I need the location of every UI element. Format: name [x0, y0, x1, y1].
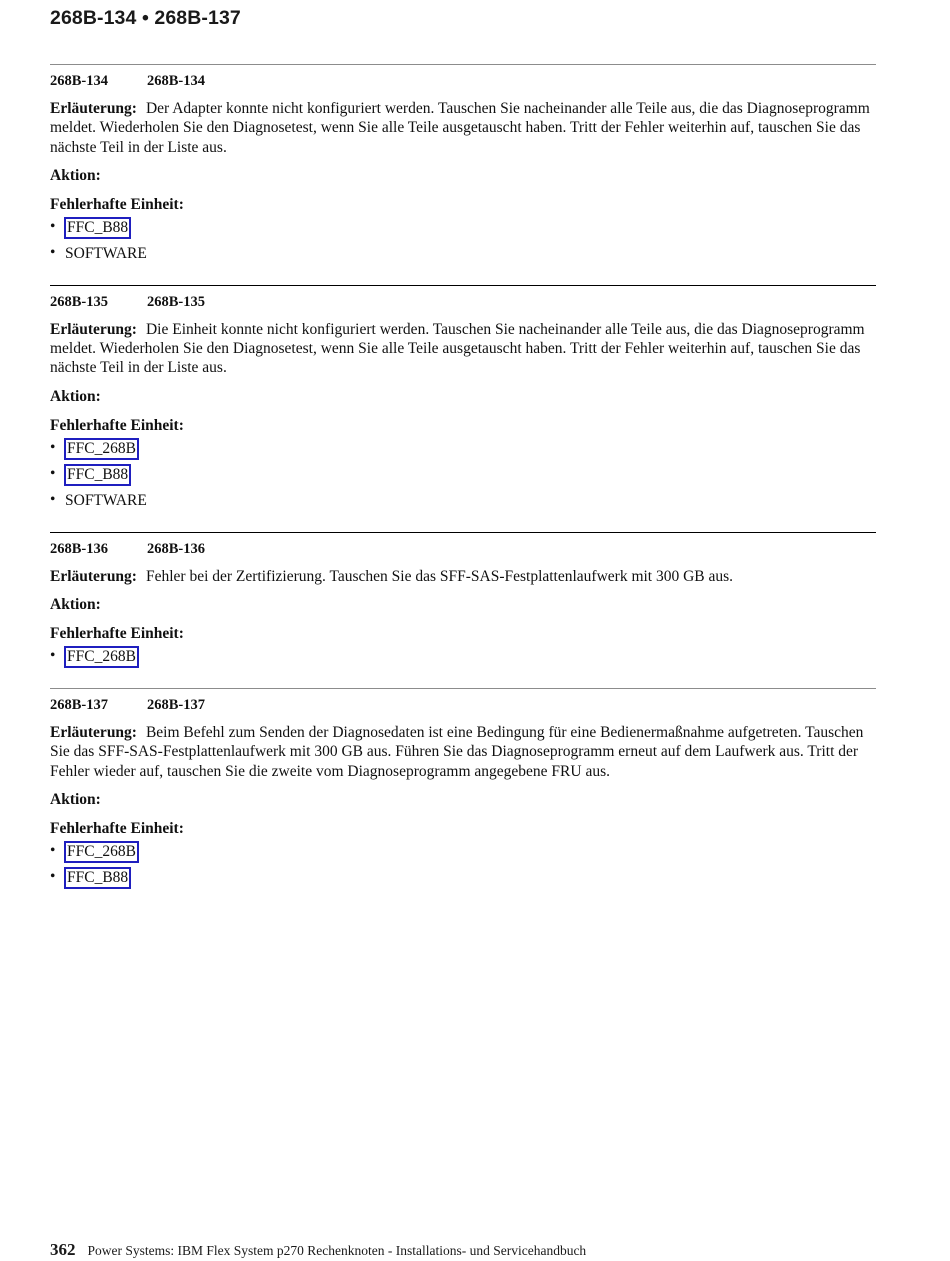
failing-unit-list: [50, 841, 876, 889]
list-item: [50, 867, 876, 889]
error-entry-268b-134: [50, 64, 876, 285]
page-number: 362: [50, 1240, 76, 1259]
explanation-label: Erläuterung:: [50, 320, 137, 338]
failing-unit-label: Fehlerhafte Einheit:: [50, 625, 184, 643]
error-entry-268b-137: [50, 688, 876, 909]
list-item: [50, 217, 876, 239]
error-code: 268B-137: [50, 697, 108, 714]
error-code-repeat: 268B-136: [147, 540, 205, 557]
failing-unit-list: [50, 646, 876, 668]
bullet: •: [50, 243, 56, 261]
failing-unit-label: Fehlerhafte Einheit:: [50, 195, 184, 213]
fru-link-ffc-b88[interactable]: FFC_B88: [64, 464, 131, 486]
bullet: •: [50, 464, 56, 482]
list-item: [50, 646, 876, 668]
explanation-text: Beim Befehl zum Senden der Diagnosedaten ist eine Bedingung für eine Bedienermaßnahme aufgetreten. Tauschen Sie das SFF-SAS-Festplattenlaufwerk mit 300 GB aus. Führen Sie das Diagnoseprogramm erneut auf dem Laufwerk aus. Tritt der Fehler wieder auf, tauschen Sie die zweite vom Diagnoseprogramm angegebene FRU aus.: [50, 724, 864, 780]
error-code-repeat: 268B-135: [147, 293, 205, 310]
fru-link-ffc-b88[interactable]: FFC_B88: [64, 217, 131, 239]
list-item: [50, 490, 876, 512]
error-code-repeat: 268B-134: [147, 73, 205, 89]
failing-unit-list: [50, 438, 876, 512]
part-software: SOFTWARE: [65, 244, 147, 262]
bullet: •: [50, 841, 56, 859]
code-row: [50, 540, 876, 558]
failing-unit-list: [50, 217, 876, 265]
code-row: [50, 72, 876, 90]
bullet: •: [50, 647, 56, 665]
explanation-text: Die Einheit konnte nicht konfiguriert werden. Tauschen Sie nacheinander alle Teile aus, die das Diagnoseprogramm meldet. Wiederholen Sie den Diagnosetest, wenn Sie alle Teile ausgetauscht haben. Tritt der Fehler weiterhin auf, tauschen Sie das nächste Teil in der Liste aus.: [50, 320, 865, 377]
list-item: [50, 438, 876, 460]
error-code-repeat: 268B-137: [147, 697, 205, 714]
list-item: [50, 464, 876, 486]
action-label: Aktion:: [50, 166, 101, 184]
explanation-label: Erläuterung:: [50, 567, 137, 585]
bullet: •: [50, 217, 56, 235]
action-label: Aktion:: [50, 387, 101, 405]
page-header-title: 268B-134 • 268B-137: [50, 7, 241, 29]
error-entry-268b-135: [50, 285, 876, 532]
explanation-text: Fehler bei der Zertifizierung. Tauschen Sie das SFF-SAS-Festplattenlaufwerk mit 300 GB aus.: [145, 567, 734, 585]
bullet: •: [50, 438, 56, 456]
explanation-text: Der Adapter konnte nicht konfiguriert werden. Tauschen Sie nacheinander alle Teile aus, die das Diagnoseprogramm meldet. Wiederholen Sie den Diagnosetest, wenn Sie alle Teile ausgetauscht haben. Tritt der Fehler weiterhin auf, tauschen Sie das nächste Teil in der Liste aus.: [50, 100, 870, 156]
explanation-paragraph: [50, 99, 876, 157]
book-title: Power Systems: IBM Flex System p270 Rechenknoten - Installations- und Servicehandbuch: [87, 1243, 587, 1258]
code-row: [50, 696, 876, 714]
code-row: [50, 293, 876, 311]
error-code: 268B-135: [50, 293, 108, 310]
fru-link-ffc-268b[interactable]: FFC_268B: [64, 438, 139, 460]
explanation-paragraph: [50, 723, 876, 781]
part-software: SOFTWARE: [65, 491, 147, 509]
error-code: 268B-136: [50, 540, 108, 557]
fru-link-ffc-b88[interactable]: FFC_B88: [64, 867, 131, 889]
error-code-list: [50, 64, 876, 909]
fru-link-ffc-268b[interactable]: FFC_268B: [64, 841, 139, 863]
bullet: •: [50, 490, 56, 508]
page-footer: [50, 1240, 586, 1261]
explanation-label: Erläuterung:: [50, 724, 137, 742]
error-entry-268b-136: [50, 532, 876, 688]
failing-unit-label: Fehlerhafte Einheit:: [50, 416, 184, 434]
action-label: Aktion:: [50, 596, 101, 614]
list-item: [50, 243, 876, 265]
explanation-label: Erläuterung:: [50, 100, 137, 117]
list-item: [50, 841, 876, 863]
explanation-paragraph: [50, 320, 876, 378]
bullet: •: [50, 867, 56, 885]
error-code: 268B-134: [50, 73, 108, 89]
action-label: Aktion:: [50, 790, 101, 808]
fru-link-ffc-268b[interactable]: FFC_268B: [64, 646, 139, 668]
failing-unit-label: Fehlerhafte Einheit:: [50, 819, 184, 837]
explanation-paragraph: [50, 567, 876, 586]
